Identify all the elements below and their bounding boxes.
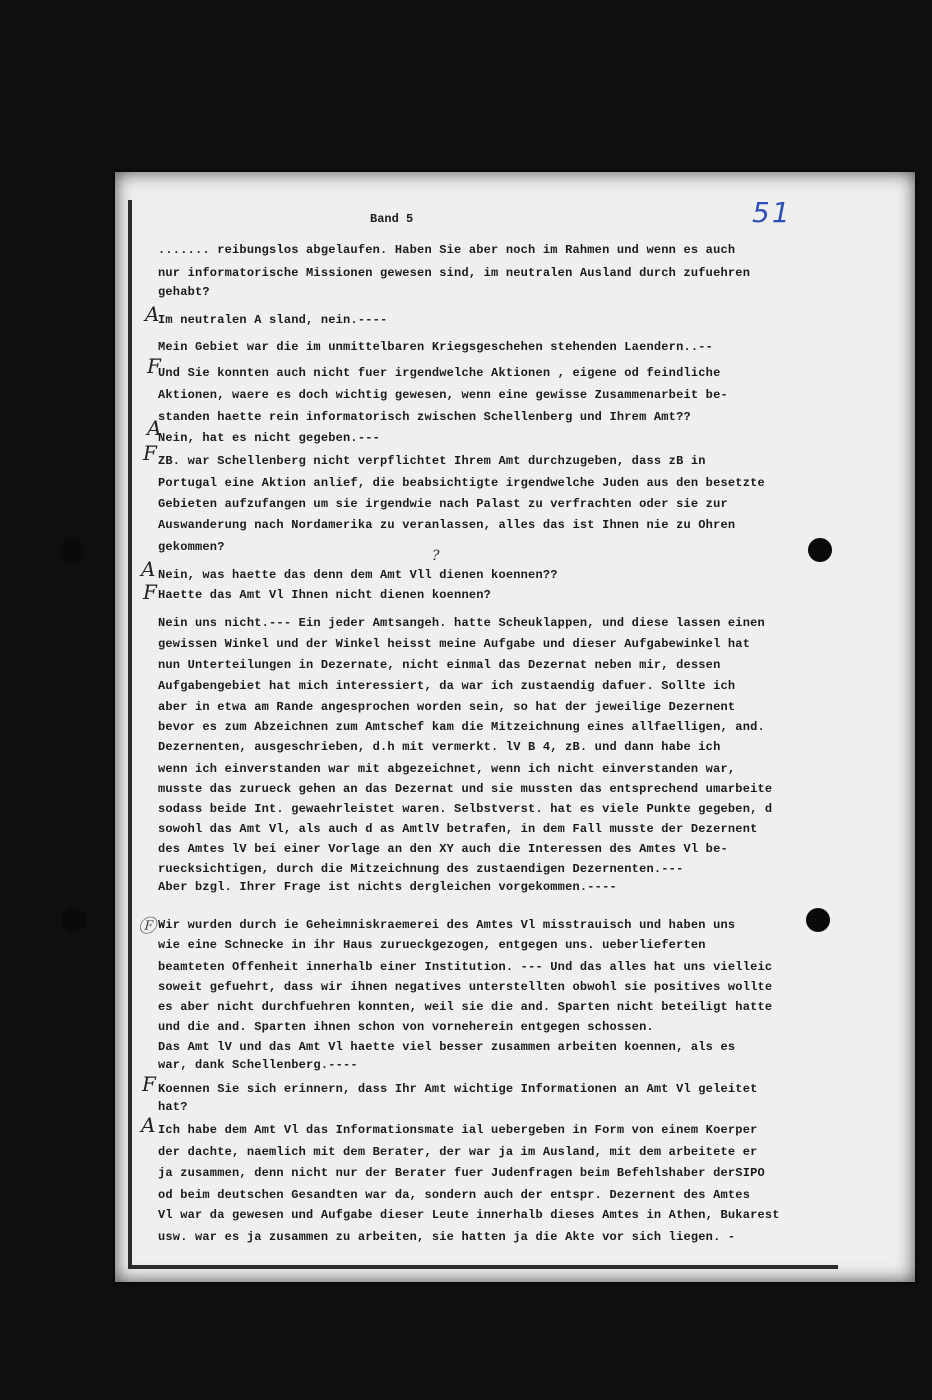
text-line: Nein uns nicht.--- Ein jeder Amtsangeh. hatte Scheuklappen, und diese lassen einen: [158, 616, 765, 630]
margin-speaker-mark: A: [147, 416, 162, 440]
text-line: sowohl das Amt Vl, als auch d as AmtlV betrafen, in dem Fall musste der Dezernent: [158, 822, 758, 836]
text-line: Gebieten aufzufangen um sie irgendwie nach Palast zu verfrachten oder sie zur: [158, 497, 728, 511]
text-line: od beim deutschen Gesandten war da, sondern auch der entspr. Dezernent des Amtes: [158, 1188, 751, 1202]
text-line: Das Amt lV und das Amt Vl haette viel besser zusammen arbeiten koennen, als es: [158, 1040, 736, 1054]
text-line: nun Unterteilungen in Dezernate, nicht einmal das Dezernat neben mir, dessen: [158, 658, 721, 672]
text-line: der dachte, naemlich mit dem Berater, der war ja im Ausland, mit dem arbeitete er: [158, 1145, 758, 1159]
text-line: Aber bzgl. Ihrer Frage ist nichts dergleichen vorgekommen.----: [158, 880, 617, 894]
text-line: ZB. war Schellenberg nicht verpflichtet Ihrem Amt durchzugeben, dass zB in: [158, 454, 706, 468]
punch-hole-bottom-left: [62, 908, 86, 932]
text-line: gehabt?: [158, 285, 210, 299]
text-line: usw. war es ja zusammen zu arbeiten, sie hatten ja die Akte vor sich liegen. -: [158, 1230, 736, 1244]
text-line: Vl war da gewesen und Aufgabe dieser Leute innerhalb dieses Amtes in Athen, Bukarest: [158, 1208, 780, 1222]
text-line: gewissen Winkel und der Winkel heisst meine Aufgabe und dieser Aufgabewinkel hat: [158, 637, 751, 651]
text-line: soweit gefuehrt, dass wir ihnen negatives unterstellten obwohl sie positives wollte: [158, 980, 773, 994]
margin-speaker-mark: F: [143, 441, 157, 465]
text-line: sodass beide Int. gewaehrleistet waren. Selbstverst. hat es viele Punkte gegeben, d: [158, 802, 773, 816]
text-line: Koennen Sie sich erinnern, dass Ihr Amt wichtige Informationen an Amt Vl geleitet: [158, 1082, 758, 1096]
text-line: Nein, hat es nicht gegeben.---: [158, 431, 381, 445]
punch-hole-top-left: [60, 538, 84, 562]
text-line: ja zusammen, denn nicht nur der Berater fuer Judenfragen beim Befehlshaber derSIPO: [158, 1166, 765, 1180]
text-line: Haette das Amt Vl Ihnen nicht dienen koennen?: [158, 588, 492, 602]
margin-speaker-mark: A: [141, 557, 156, 581]
text-line: wenn ich einverstanden war mit abgezeichnet, wenn ich nicht einverstanden war,: [158, 762, 736, 776]
text-line: gekommen?: [158, 540, 225, 554]
text-line: war, dank Schellenberg.----: [158, 1058, 358, 1072]
text-line: Aufgabengebiet hat mich interessiert, da war ich zustaendig dafuer. Sollte ich: [158, 679, 736, 693]
text-line: standen haette rein informatorisch zwischen Schellenberg und Ihrem Amt??: [158, 410, 691, 424]
margin-speaker-mark: F: [142, 1072, 156, 1096]
text-line: beamteten Offenheit innerhalb einer Institution. --- Und das alles hat uns vielleic: [158, 960, 773, 974]
text-line: ruecksichtigen, durch die Mitzeichnung des zustaendigen Dezernenten.---: [158, 862, 684, 876]
text-line: Und Sie konnten auch nicht fuer irgendwelche Aktionen , eigene od feindliche: [158, 366, 721, 380]
margin-speaker-mark: F: [143, 580, 157, 604]
handwritten-annotation-question-mark: ?: [432, 548, 440, 564]
text-line: musste das zurueck gehen an das Dezernat und sie mussten das entsprechend umarbeite: [158, 782, 773, 796]
margin-speaker-mark: F: [147, 354, 161, 378]
text-line: Aktionen, waere es doch wichtig gewesen, wenn eine gewisse Zusammenarbeit be-: [158, 388, 728, 402]
text-line: Im neutralen A sland, nein.----: [158, 313, 388, 327]
text-line: des Amtes lV bei einer Vorlage an den XY auch die Interessen des Amtes Vl be-: [158, 842, 728, 856]
handwritten-annotation-circled-mark: Ⓕ: [138, 916, 156, 937]
handwritten-page-number: 51: [752, 196, 792, 229]
text-line: und die and. Sparten ihnen schon von vorneherein entgegen schossen.: [158, 1020, 654, 1034]
text-line: Ich habe dem Amt Vl das Informationsmate ial uebergeben in Form von einem Koerper: [158, 1123, 758, 1137]
margin-speaker-mark: A: [145, 302, 160, 326]
text-line: ....... reibungslos abgelaufen. Haben Sie aber noch im Rahmen und wenn es auch: [158, 243, 736, 257]
text-line: Portugal eine Aktion anlief, die beabsichtigte irgendwelche Juden aus den besetzte: [158, 476, 765, 490]
document-header: Band 5: [370, 212, 414, 226]
text-line: nur informatorische Missionen gewesen sind, im neutralen Ausland durch zufuehren: [158, 266, 751, 280]
text-line: Auswanderung nach Nordamerika zu veranlassen, alles das ist Ihnen nie zu Ohren: [158, 518, 736, 532]
margin-speaker-mark: A: [141, 1113, 156, 1137]
text-line: Wir wurden durch ie Geheimniskraemerei des Amtes Vl misstrauisch und haben uns: [158, 918, 736, 932]
text-line: bevor es zum Abzeichnen zum Amtschef kam die Mitzeichnung eines allfaelligen, and.: [158, 720, 765, 734]
text-line: aber in etwa am Rande angesprochen worden sein, so hat der jeweilige Dezernent: [158, 700, 736, 714]
text-line: es aber nicht durchfuehren konnten, weil sie die and. Sparten nicht beteiligt hatte: [158, 1000, 773, 1014]
text-line: Mein Gebiet war die im unmittelbaren Kriegsgeschehen stehenden Laendern..--: [158, 340, 714, 354]
text-line: hat?: [158, 1100, 188, 1114]
text-line: Nein, was haette das denn dem Amt Vll dienen koennen??: [158, 568, 558, 582]
text-line: wie eine Schnecke in ihr Haus zurueckgezogen, entgegen uns. ueberlieferten: [158, 938, 706, 952]
text-line: Dezernenten, ausgeschrieben, d.h mit vermerkt. lV B 4, zB. und dann habe ich: [158, 740, 721, 754]
